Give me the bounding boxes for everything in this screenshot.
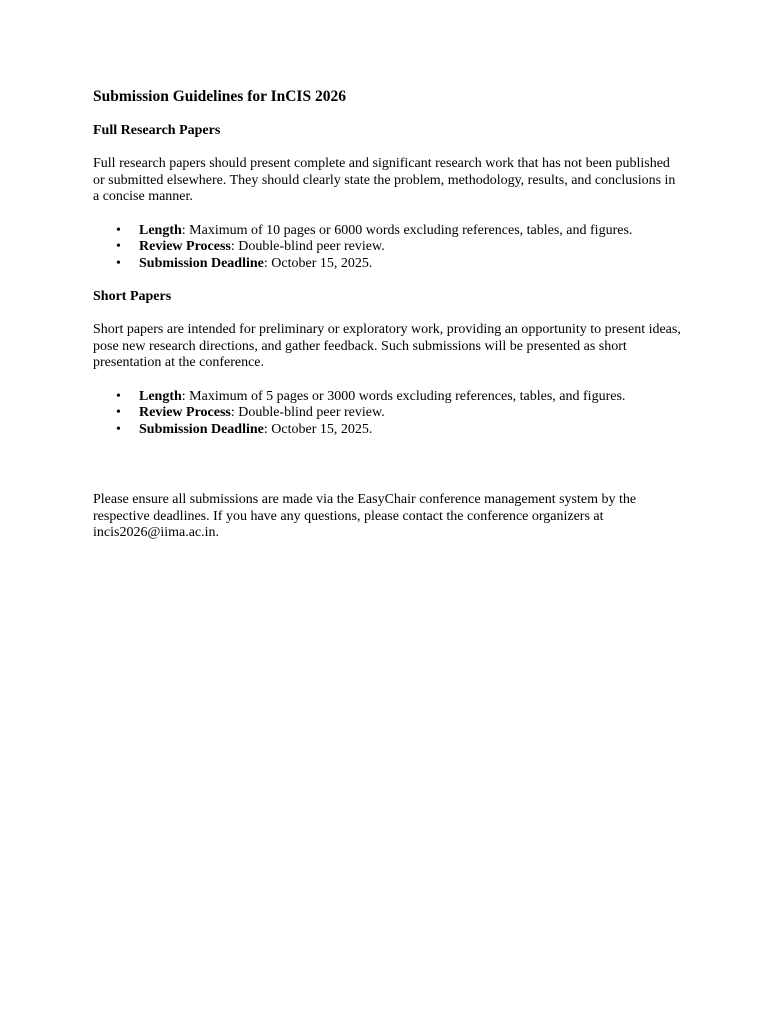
document-page <box>93 87 683 542</box>
bullet-text: : Double-blind peer review. <box>230 405 385 420</box>
bullet-icon: • <box>116 239 121 254</box>
bullet-text: : October 15, 2025. <box>263 255 373 271</box>
short-papers-heading: Short Papers <box>93 289 172 304</box>
bullet-label: Review Process <box>139 239 231 254</box>
bullet-icon: • <box>116 388 121 404</box>
bullet-text: : Maximum of 5 pages or 3000 words excluding references, tables, and figures. <box>181 388 626 404</box>
short-papers-review-item <box>93 405 683 422</box>
document-title: Submission Guidelines for InCIS 2026 <box>93 88 346 105</box>
full-papers-length-item <box>93 223 683 240</box>
bullet-text: : October 15, 2025. <box>263 421 373 437</box>
short-papers-length-item <box>93 389 683 406</box>
bullet-label: Submission Deadline <box>139 421 264 437</box>
bullet-label: Submission Deadline <box>139 255 264 271</box>
bullet-label: Length <box>139 388 182 404</box>
full-papers-review-item <box>93 239 683 256</box>
short-papers-description: Short papers are intended for preliminary or exploratory work, providing an opportunity to present ideas, pose new research directions, and gather feedback. Such submissions will be presented as short presentation at the conference. <box>93 322 681 370</box>
full-papers-bullet-list <box>93 223 683 273</box>
full-papers-description: Full research papers should present complete and significant research work that has not been published or submitted elsewhere. They should clearly state the problem, methodology, results, and conclusions in a concise manner. <box>93 156 676 204</box>
full-papers-heading: Full Research Papers <box>93 123 221 138</box>
bullet-text: : Maximum of 10 pages or 6000 words excluding references, tables, and figures. <box>181 222 633 238</box>
full-papers-deadline-item <box>93 256 683 273</box>
bullet-text: : Double-blind peer review. <box>230 239 385 254</box>
bullet-label: Length <box>139 222 182 238</box>
bullet-icon: • <box>116 421 121 437</box>
bullet-icon: • <box>116 255 121 271</box>
short-papers-bullet-list <box>93 389 683 439</box>
closing-paragraph: Please ensure all submissions are made via the EasyChair conference management system by the respective deadlines. If you have any questions, please contact the conference organizers at incis2026@iima.ac.in. <box>93 492 637 540</box>
bullet-icon: • <box>116 222 121 238</box>
bullet-label: Review Process <box>139 405 231 420</box>
short-papers-deadline-item <box>93 422 683 439</box>
bullet-icon: • <box>116 405 121 420</box>
